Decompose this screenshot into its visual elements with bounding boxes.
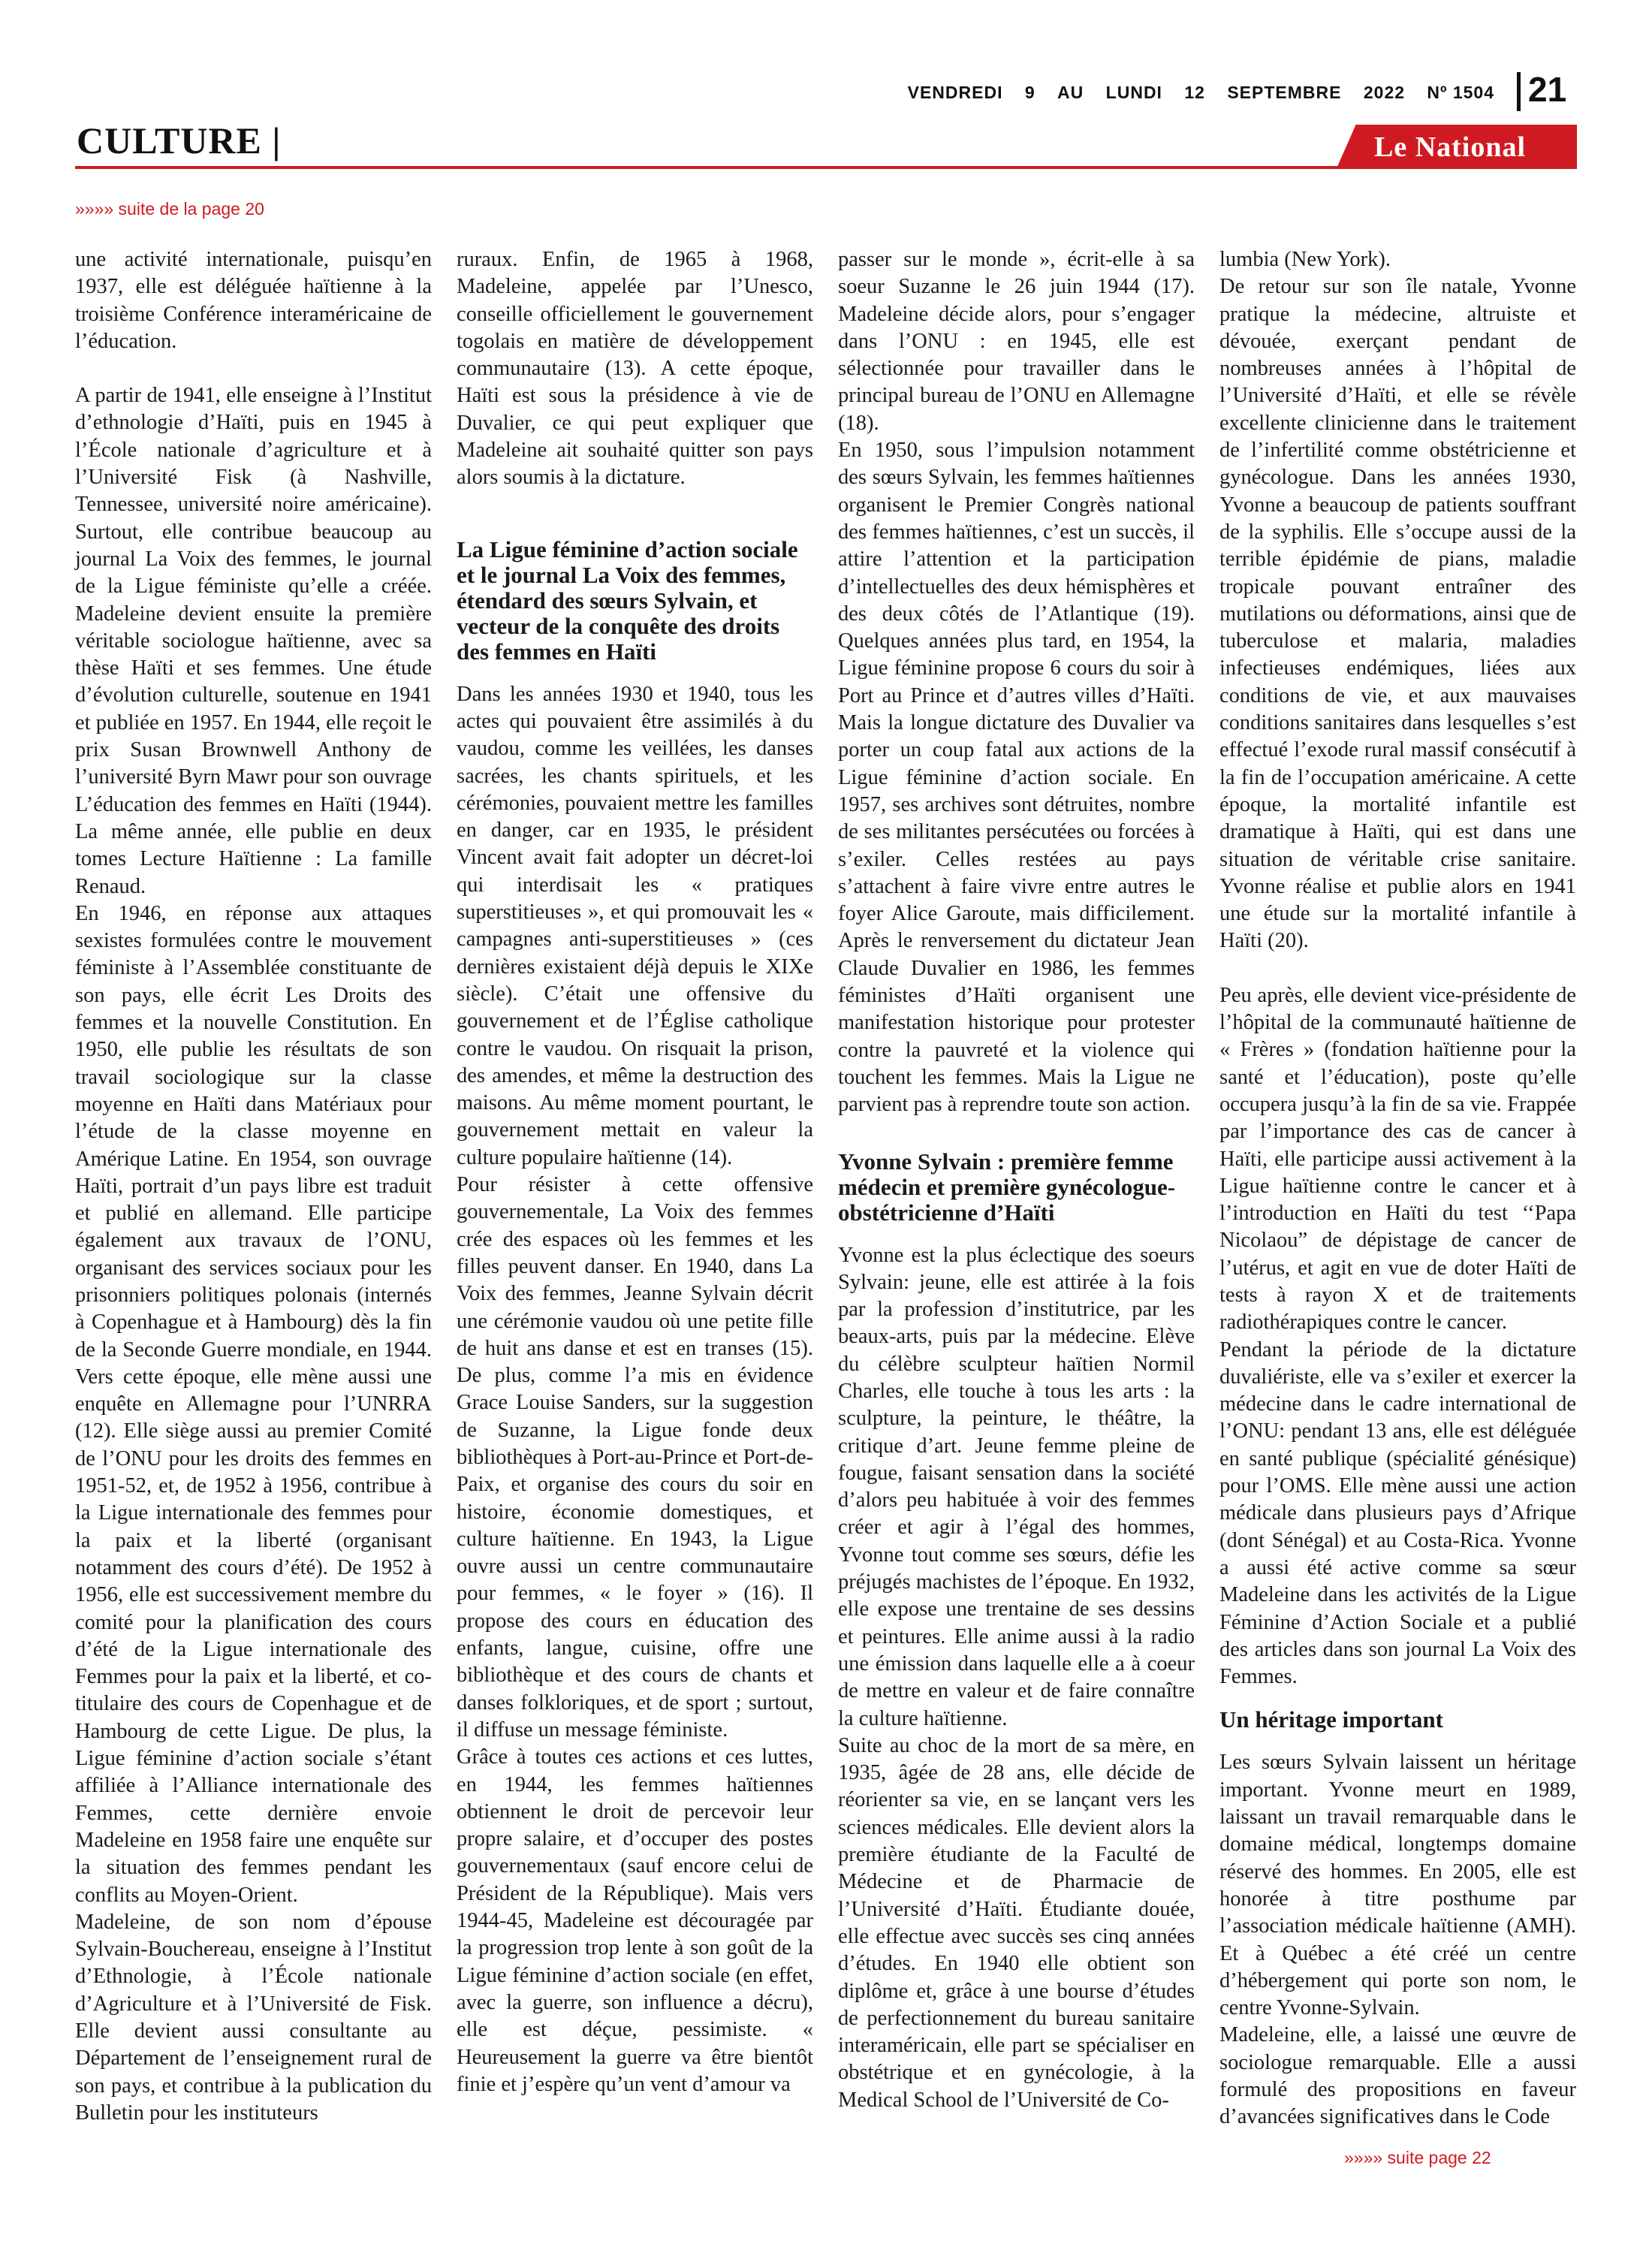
paragraph: lumbia (New York).: [1219, 248, 1391, 271]
newspaper-name: Le National: [1374, 131, 1527, 163]
continued-to-link[interactable]: »»»» suite page 22: [1344, 2148, 1491, 2167]
paragraph: De retour sur son île natale, Yvonne pratique la médecine, altruiste et dévouée, exerçant pendant de nombreuses années à l’hôpital de l’Université d’Haïti, et elle se révèle excellente clinicienne dans le traitement de l’infertilité comme obstétricienne et gynécologue. Dans les années 1930, Yvonne a beaucoup de patients souffrant de la syphilis. Elle s’occupe aussi de la terrible épidémie de pians, maladie tropicale pouvant entraîner des mutilations ou déformations, ainsi que de tuberculose et malaria, maladies infectieuses endémiques, liées aux conditions de vie, et aux mauvaises conditions sanitaires dans lesquelles s’est effectué l’exode rural massif consécutif à la fin de l’occupation américaine. A cette époque, la mortalité infantile est dramatique à Haïti, qui est dans une situation de véritable crise sanitaire. Yvonne réalise et publie alors en 1941 une étude sur la mortalité infantile à Haïti (20).: [1219, 275, 1576, 953]
page-number: 21: [1528, 70, 1567, 109]
page-number-divider: [1517, 72, 1521, 111]
issue-day-end: LUNDI: [1105, 83, 1162, 102]
paragraph: Dans les années 1930 et 1940, tous les actes qui pouvaient être assimilés à du vaudou, comme les veillées, les danses sacrées, les chants spirituels, et les cérémonies, pouvaient mettre les familles en danger, car en 1935, le président Vincent avait fait adopter un décret-loi qui interdisait les « pratiques superstitieuses », et qui promouvait les « campagnes anti-superstitieuses » (ces dernières existaient déjà depuis le XIXe siècle). C’était une offensive du gouvernement et de l’Église catholique contre le vaudou. On risquait la prison, des amendes, et même la destruction des maisons. Au même moment pourtant, le gouvernement mettait en valeur la culture populaire haïtienne (14).: [457, 682, 813, 1169]
issue-month: SEPTEMBRE: [1227, 83, 1342, 102]
issue-date-end: 12: [1184, 83, 1205, 102]
article-column-1: [75, 246, 432, 2127]
subheading-yvonne: Yvonne Sylvain : première femme médecin et première gynécologue-obstétricienne d’Haïti: [838, 1148, 1176, 1226]
issue-date-connector: AU: [1057, 83, 1084, 102]
issue-number: Nº 1504: [1427, 83, 1494, 102]
section-title: CULTURE |: [77, 119, 282, 161]
paragraph: passer sur le monde », écrit-elle à sa soeur Suzanne le 26 juin 1944 (17). Madeleine décide alors, pour s’engager dans l’ONU : en 1945, elle est sélectionnée pour travailler dans le principal bureau de l’ONU en Allemagne (18).: [838, 248, 1195, 435]
article-column-2: [457, 246, 813, 2098]
header-rule: [75, 166, 1577, 169]
paragraph: Peu après, elle devient vice-présidente de l’hôpital de la communauté haïtienne de « Frères » (fondation haïtienne pour la santé et l’éducation), poste qu’elle occupera jusqu’à la fin de sa vie. Frappée par l’importance des cas de cancer à Haïti, elle participe aussi activement à la Ligue haïtienne contre le cancer et à l’introduction en Haïti du test ‘‘Papa Nicolaou” de dépistage de cancer de l’utérus, et agit en vue de doter Haïti de tests à rayon X et de traitements radiothérapiques contre le cancer.: [1219, 983, 1576, 1335]
subheading-ligue: La Ligue féminine d’action sociale et le journal La Voix des femmes, étendard des sœurs Sylvain, et vecteur de la conquête des droits des femmes en Haïti: [457, 535, 798, 665]
paragraph: Pour résister à cette offensive gouvernementale, La Voix des femmes crée des espaces où les femmes et les filles peuvent danser. En 1940, dans La Voix des femmes, Jeanne Sylvain décrit une cérémonie vaudou où une petite fille de huit ans danse et est en transes (15). De plus, comme l’a mis en évidence Grace Louise Sanders, sur la suggestion de Suzanne, la Ligue fonde deux bibliothèques à Port-au-Prince et Port-de-Paix, et organise des cours du soir en histoire, économie domestiques, et culture haïtienne. En 1943, la Ligue ouvre aussi un centre communautaire pour femmes, « le foyer » (16). Il propose des cours en éducation des enfants, langue, cuisine, offre une bibliothèque et des cours de chants et danses folkloriques, et de sport ; surtout, il diffuse un message féministe.: [457, 1173, 813, 1742]
article-column-4: [1219, 246, 1576, 2131]
paragraph: Pendant la période de la dictature duvaliériste, elle va s’exiler et exercer la médecine dans le cadre international de l’ONU: pendant 13 ans, elle est déléguée en santé publique (spécialité génésique) pour l’OMS. Elle mène aussi une action médicale dans plusieurs pays d’Afrique (dont Sénégal) et au Costa-Rica. Yvonne a aussi été active comme sa sœur Madeleine dans les activités de la Ligue Féminine d’Action Sociale et a publié des articles dans son journal La Voix des Femmes.: [1219, 1338, 1576, 1689]
issue-day-start: VENDREDI: [907, 83, 1003, 102]
paragraph: A partir de 1941, elle enseigne à l’Institut d’ethnologie d’Haïti, puis en 1945 à l’École nationale d’agriculture et à l’Université Fisk (à Nashville, Tennessee, université noire américaine). Surtout, elle contribue beaucoup au journal La Voix des femmes, le journal de la Ligue féministe qu’elle a créée. Madeleine devient ensuite la première véritable sociologue haïtienne, avec sa thèse Haïti et ses femmes. Une étude d’évolution culturelle, soutenue en 1941 et publiée en 1957. En 1944, elle reçoit le prix Susan Brownwell Anthony de l’université Byrn Mawr pour son ouvrage L’éducation des femmes en Haïti (1944). La même année, elle publie en deux tomes Lecture Haïtienne : La famille Renaud.: [75, 384, 432, 898]
paragraph: ruraux. Enfin, de 1965 à 1968, Madeleine, appelée par l’Unesco, conseille officiellement le gouvernement togolais en matière de développement communautaire (13). A cette époque, Haïti est sous la présidence à vie de Duvalier, ce qui peut expliquer que Madeleine ait souhaité quitter son pays alors soumis à la dictature.: [457, 248, 813, 490]
paragraph: une activité internationale, puisqu’en 1937, elle est déléguée haïtienne à la troisième Conférence interaméricaine de l’éducation.: [75, 248, 432, 353]
continued-from-link[interactable]: »»»» suite de la page 20: [75, 199, 264, 219]
paragraph: Madeleine, de son nom d’épouse Sylvain-Bouchereau, enseigne à l’Institut d’Ethnologie, à l’École nationale d’Agriculture et à l’Université de Fisk. Elle devient aussi consultante au Département de l’enseignement rural de son pays, et contribue à la publication du Bulletin pour les instituteurs: [75, 1910, 432, 2125]
paragraph: Grâce à toutes ces actions et ces luttes, en 1944, les femmes haïtiennes obtiennent le droit de percevoir leur propre salaire, et d’occuper des postes gouvernementaux (sauf encore celui de Président de la République). Mais vers 1944-45, Madeleine est découragée par la progression trop lente à son goût de la Ligue féminine d’action sociale (en effet, avec la guerre, son influence a décru), elle est déçue, pessimiste. « Heureusement la guerre va être bientôt finie et j’espère qu’un vent d’amour va: [457, 1745, 813, 2096]
paragraph: Suite au choc de la mort de sa mère, en 1935, âgée de 28 ans, elle décide de réorienter sa vie, en se lançant vers les sciences médicales. Elle devient alors la première étudiante de la Faculté de Médecine et de Pharmacie de l’Université d’Haïti. Étudiante douée, elle effectue avec succès ses cinq années d’études. En 1940 elle obtient son diplôme et, grâce à une bourse d’études de perfectionnement du bureau sanitaire interaméricain, elle part se spécialiser en obstétrique et en gynécologie, à la Medical School de l’Université de Co-: [838, 1733, 1195, 2112]
paragraph: Yvonne est la plus éclectique des soeurs Sylvain: jeune, elle est attirée à la fois par la profession d’institutrice, par les beaux-arts, puis par la médecine. Elève du célèbre sculpteur haïtien Normil Charles, elle touche à tous les arts : la sculpture, la peinture, le théâtre, la critique d’art. Jeune femme pleine de fougue, faisant sensation dans la société d’alors peu habituée à voir des femmes créer et agir à l’égal des hommes, Yvonne tout comme ses sœurs, défie les préjugés machistes de l’époque. En 1932, elle expose une trentaine de ses dessins et peintures. Elle anime aussi à la radio une émission dans laquelle elle a à coeur de mettre en valeur et de faire connaître la culture haïtienne.: [838, 1243, 1195, 1730]
paragraph: En 1946, en réponse aux attaques sexistes formulées contre le mouvement féministe à l’Assemblée constituante de son pays, elle écrit Les Droits des femmes et la nouvelle Constitution. En 1950, elle publie les résultats de son travail sociologique sur la classe moyenne en Haïti dans Matériaux pour l’étude de la classe moyenne en Amérique Latine. En 1954, son ouvrage Haïti, portrait d’un pays libre est traduit et publié en allemand. Elle participe également aux travaux de l’ONU, organisant des services sociaux pour les prisonniers politiques polonais (internés à Copenhague et à Hambourg) dès la fin de la Seconde Guerre mondiale, en 1944. Vers cette époque, elle mène aussi une enquête en Allemagne pour l’UNRRA (12). Elle siège aussi au premier Comité de l’ONU pour les droits des femmes en 1951-52, et, de 1952 à 1956, contribue à la Ligue internationale des femmes pour la paix et la liberté (organisant notamment des cours d’été). De 1952 à 1956, elle est successivement membre du comité pour la planification des cours d’été de la Ligue internationale des Femmes pour la paix et la liberté, et co-titulaire des cours de Copenhague et de Hambourg de cette Ligue. De plus, la Ligue féminine d’action sociale s’étant affiliée à l’Alliance internationale des Femmes, cette dernière envoie Madeleine en 1958 faire une enquête sur la situation des femmes pendant les conflits au Moyen-Orient.: [75, 901, 432, 1907]
article-column-3: [838, 246, 1195, 2114]
issue-date-start: 9: [1024, 83, 1036, 102]
paragraph: Les sœurs Sylvain laissent un héritage important. Yvonne meurt en 1989, laissant un travail remarquable dans le domaine médical, longtemps domaine réservé des hommes. En 2005, elle est honorée à titre posthume par l’association médicale haïtienne (AMH). Et à Québec a été créé un centre d’hébergement qui porte son nom, le centre Yvonne-Sylvain.: [1219, 1751, 1576, 2020]
paragraph: Madeleine, elle, a laissé une œuvre de sociologue remarquable. Elle a aussi formulé des propositions en faveur d’avancées significatives dans le Code: [1219, 2023, 1576, 2129]
paragraph: En 1950, sous l’impulsion notamment des sœurs Sylvain, les femmes haïtiennes organisent le Premier Congrès national des femmes haïtiennes, c’est un succès, il attire l’attention et la participation d’intellectuelles des deux hémisphères et des deux côtés de l’Atlantique (19). Quelques années plus tard, en 1954, la Ligue féminine propose 6 cours du soir à Port au Prince et d’autres villes d’Haïti. Mais la longue dictature des Duvalier va porter un coup fatal aux actions de la Ligue féminine d’action sociale. En 1957, ses archives sont détruites, nombre de ses militantes persécutées ou forcées à s’exiler. Celles restées au pays s’attachent à faire vivre entre autres le foyer Alice Garoute, mais difficilement. Après le renversement du dictateur Jean Claude Duvalier en 1986, les femmes féministes d’Haïti organisent une manifestation historique pour protester contre la pauvreté et la violence qui touchent les femmes. Mais la Ligue ne parvient pas à reprendre toute son action.: [838, 439, 1195, 1117]
subheading-heritage: Un héritage important: [1219, 1706, 1443, 1733]
issue-year: 2022: [1363, 83, 1406, 102]
issue-date-line: [891, 83, 1494, 103]
